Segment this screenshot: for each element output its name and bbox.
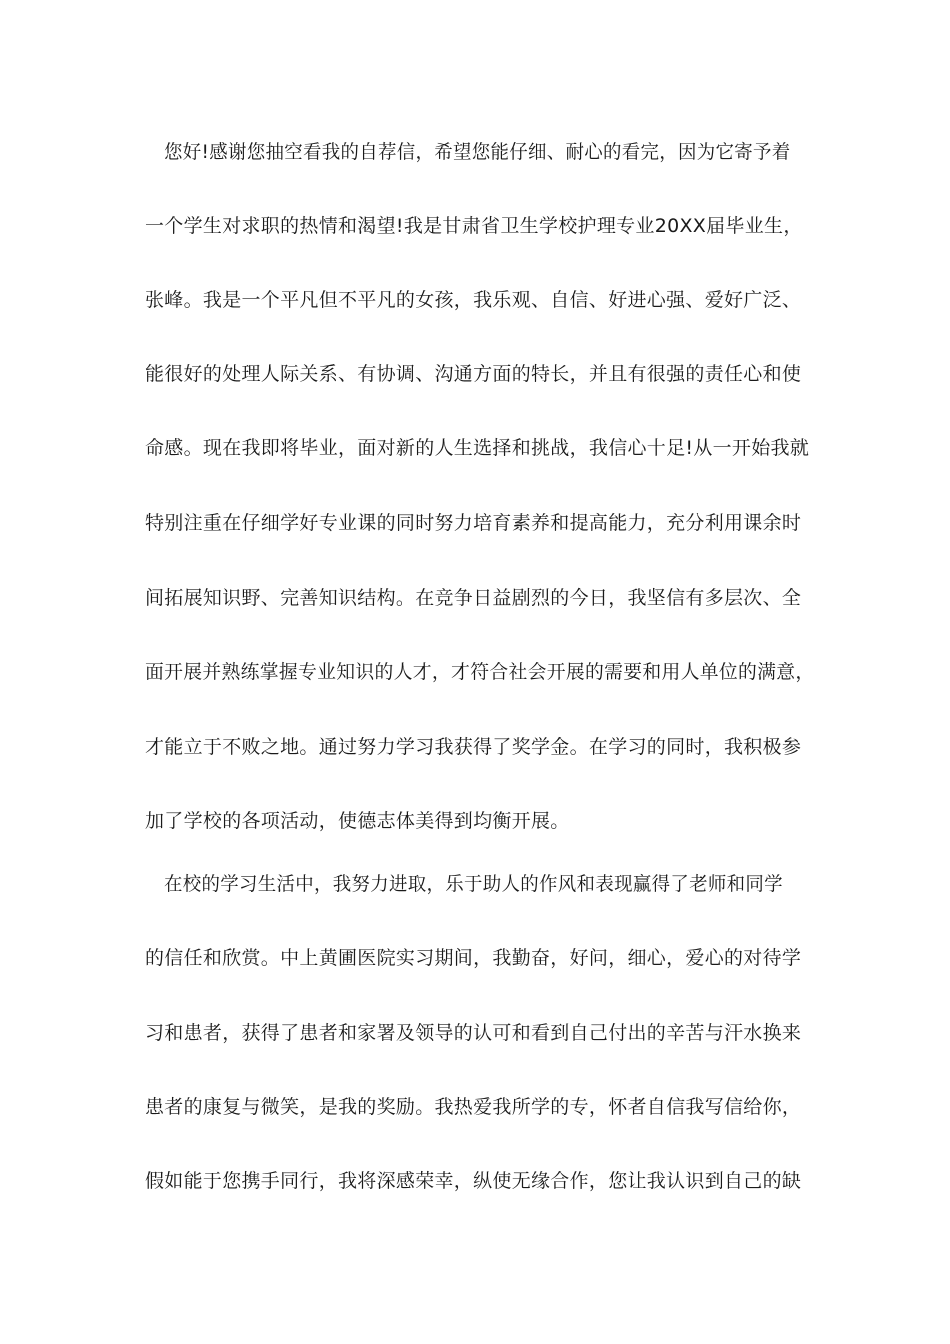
paragraph-2-line-2: 的信任和欣赏。中上黄圃医院实习期间，我勤奋，好问，细心，爱心的对待学 [145,947,802,969]
paragraph-1-line-5: 命感。现在我即将毕业，面对新的人生选择和挑战，我信心十足!从一开始我就 [145,437,810,459]
paragraph-2-line-1: 在校的学习生活中，我努力进取，乐于助人的作风和表现赢得了老师和同学 [164,873,783,895]
paragraph-2-line-3: 习和患者，获得了患者和家署及领导的认可和看到自己付出的辛苦与汗水换来 [145,1022,802,1044]
paragraph-1-line-1: 您好!感谢您抽空看我的自荐信，希望您能仔细、耐心的看完，因为它寄予着 [164,141,791,163]
paragraph-1-line-2: 一个学生对求职的热情和渴望!我是甘肃省卫生学校护理专业20XX届毕业生， [145,215,803,237]
paragraph-1-line-6: 特别注重在仔细学好专业课的同时努力培育素养和提高能力，充分利用课余时 [145,512,802,534]
paragraph-2-line-4: 患者的康复与微笑，是我的奖励。我热爱我所学的专，怀者自信我写信给你， [145,1096,802,1118]
paragraph-2-line-5: 假如能于您携手同行，我将深感荣幸，纵使无缘合作，您让我认识到自己的缺 [145,1170,802,1192]
paragraph-1-line-4: 能很好的处理人际关系、有协调、沟通方面的特长，并且有很强的责任心和使 [145,363,802,385]
paragraph-1-line-8: 面开展并熟练掌握专业知识的人才，才符合社会开展的需要和用人单位的满意， [145,661,815,683]
paragraph-1-line-10: 加了学校的各项活动，使德志体美得到均衡开展。 [145,810,570,832]
paragraph-1-line-3: 张峰。我是一个平凡但不平凡的女孩，我乐观、自信、好进心强、爱好广泛、 [145,289,802,311]
paragraph-1-line-7: 间拓展知识野、完善知识结构。在竞争日益剧烈的今日，我坚信有多层次、全 [145,587,802,609]
paragraph-1-line-9: 才能立于不败之地。通过努力学习我获得了奖学金。在学习的同时，我积极参 [145,736,802,758]
